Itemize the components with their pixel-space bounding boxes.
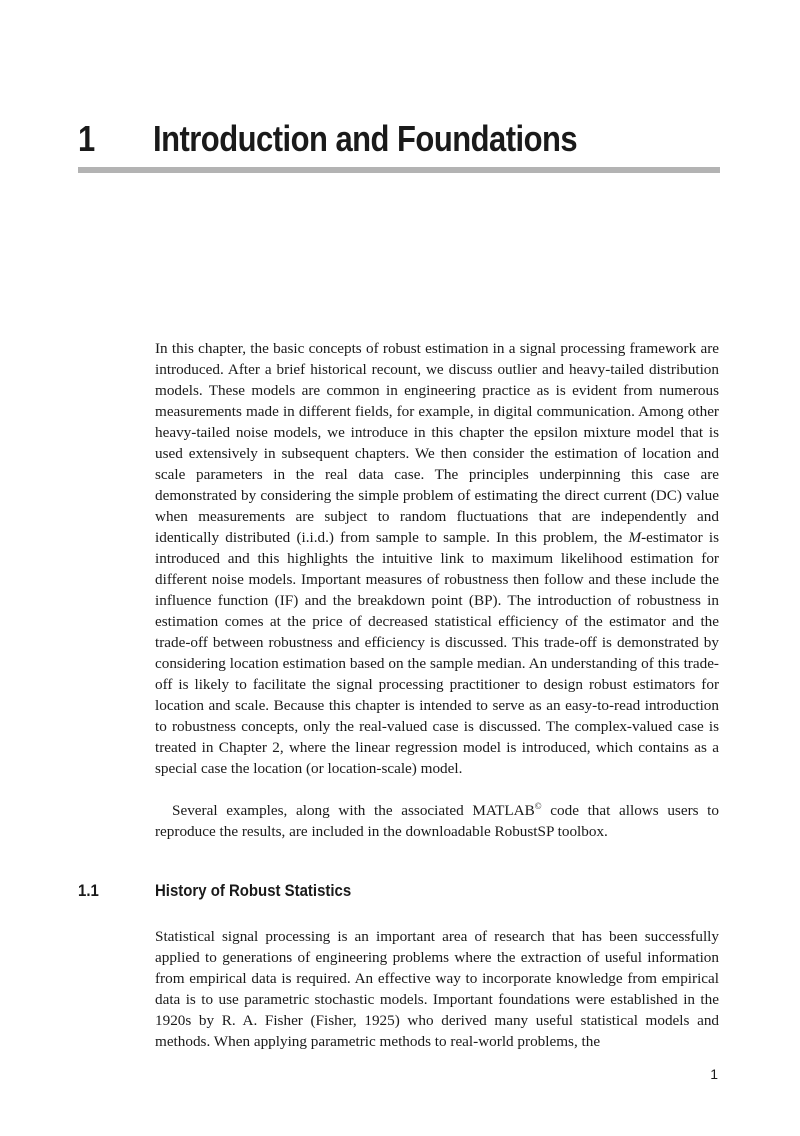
m-estimator-italic: M <box>628 529 642 546</box>
intro-paragraph-2-text-b: code that allows users to reproduce the results, are included in the downloadable RobustSP toolbox. <box>155 802 719 840</box>
intro-paragraph-2-text-a: Several examples, along with the associated MATLAB <box>172 802 535 819</box>
intro-paragraph-2 <box>155 800 719 842</box>
intro-paragraph-1 <box>155 338 719 779</box>
copyright-superscript: © <box>534 801 542 811</box>
page-number: 1 <box>710 1066 718 1082</box>
chapter-title: Introduction and Foundations <box>153 118 578 159</box>
intro-paragraph-1-text-a: In this chapter, the basic concepts of robust estimation in a signal processing framework are introduced. After a brief historical recount, we discuss outlier and heavy-tailed distribution models. These models are common in engineering practice as is evident from numerous measurements made in different fields, for example, in digital communication. Among other heavy-tailed noise models, we introduce in this chapter the epsilon mixture model that is used extensively in subsequent chapters. We then consider the estimation of location and scale parameters in the real data case. The principles underpinning this case are demonstrated by considering the simple problem of estimating the direct current (DC) value when measurements are subject to random fluctuations that are independently and identically distributed (i.i.d.) from sample to sample. In this problem, the <box>155 340 719 546</box>
section-number: 1.1 <box>78 881 99 900</box>
intro-paragraph-1-text-b: -estimator is introduced and this highlights the intuitive link to maximum likelihood estimation for different noise models. Important measures of robustness then follow and these include the influence function (IF) and the breakdown point (BP). The introduction of robustness in estimation comes at the price of decreased statistical efficiency of the estimator and the trade-off between robustness and efficiency is discussed. This trade-off is demonstrated by considering location estimation based on the sample median. An understanding of this trade-off is likely to facilitate the signal processing practitioner to design robust estimators for location and scale. Because this chapter is intended to serve as an easy-to-read introduction to robustness concepts, only the real-valued case is discussed. The complex-valued case is treated in Chapter 2, where the linear regression model is introduced, which contains as a special case the location (or location-scale) model. <box>155 529 719 777</box>
section-title: History of Robust Statistics <box>155 881 352 900</box>
history-paragraph-1: Statistical signal processing is an important area of research that has been successfully applied to generations of engineering problems where the extraction of useful information from empirical data is required. An effective way to incorporate knowledge from empirical data is to use parametric stochastic models. Important foundations were established in the 1920s by R. A. Fisher (Fisher, 1925) who derived many useful statistical models and methods. When applying parametric methods to real-world problems, the <box>155 928 719 1050</box>
chapter-number: 1 <box>78 118 95 159</box>
chapter-title-rule <box>78 167 720 173</box>
